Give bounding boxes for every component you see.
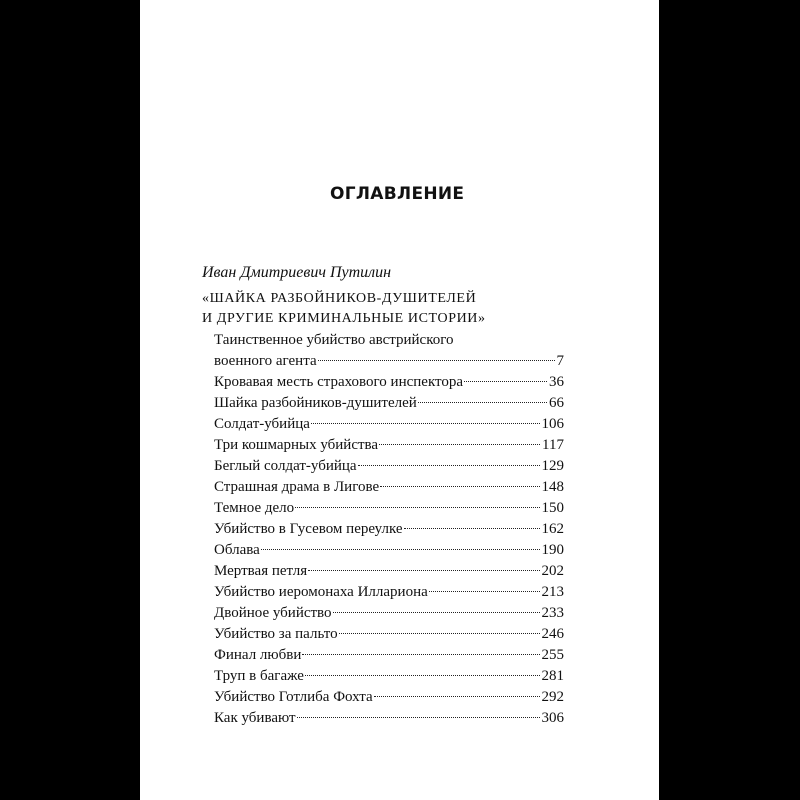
- toc-entry-title: Мертвая петля: [214, 563, 308, 579]
- toc-entry: [214, 645, 564, 666]
- toc-entry-title: военного агента: [214, 353, 317, 369]
- page-title: ОГЛАВЛЕНИЕ: [330, 184, 465, 204]
- toc-entry-title: Убийство иеромонаха Иллариона: [214, 584, 428, 600]
- toc-entry-title: Как убивают: [214, 710, 296, 726]
- toc-dot-leader: [318, 360, 555, 361]
- toc-entry: [214, 624, 564, 645]
- toc-entry-title: Темное дело: [214, 500, 295, 516]
- toc-dot-leader: [404, 528, 540, 529]
- toc-entry-title: Финал любви: [214, 647, 302, 663]
- toc-page-number: 7: [556, 353, 564, 369]
- toc-entry-title: Убийство за пальто: [214, 626, 338, 642]
- toc-page-number: 106: [541, 416, 564, 432]
- toc-entry: [214, 414, 564, 435]
- author-name: Иван Дмитриевич Путилин: [202, 264, 392, 281]
- toc-entry: [214, 540, 564, 561]
- toc-dot-leader: [339, 633, 540, 634]
- toc-dot-leader: [302, 654, 539, 655]
- toc-dot-leader: [374, 696, 540, 697]
- toc-dot-leader: [297, 717, 540, 718]
- toc-entry: [214, 393, 564, 414]
- toc-page-number: 292: [541, 689, 564, 705]
- toc-page-number: 190: [541, 542, 564, 558]
- toc-dot-leader: [429, 591, 540, 592]
- toc-dot-leader: [333, 612, 540, 613]
- toc-entry-title: Труп в багаже: [214, 668, 304, 684]
- toc-entry: [214, 519, 564, 540]
- toc-entry: [214, 351, 564, 372]
- toc-page-number: 129: [541, 458, 564, 474]
- toc-entry: [214, 435, 564, 456]
- right-black-border: [659, 0, 800, 800]
- toc-dot-leader: [295, 507, 539, 508]
- toc-entry: [214, 708, 564, 729]
- toc-dot-leader: [308, 570, 539, 571]
- toc-entry: [214, 687, 564, 708]
- toc-page-number: 202: [541, 563, 564, 579]
- toc-page-number: 255: [541, 647, 564, 663]
- toc-entry-first-line: Таинственное убийство австрийского: [214, 332, 454, 348]
- toc-entry: [214, 456, 564, 477]
- toc-dot-leader: [261, 549, 540, 550]
- toc-page-number: 148: [541, 479, 564, 495]
- toc-page-number: 246: [541, 626, 564, 642]
- toc-entry-title: Три кошмарных убийства: [214, 437, 379, 453]
- toc-dot-leader: [311, 423, 540, 424]
- toc-entry-title: Кровавая месть страхового инспектора: [214, 374, 464, 390]
- collection-title-line-2: И ДРУГИЕ КРИМИНАЛЬНЫЕ ИСТОРИИ»: [202, 311, 486, 326]
- toc-entry-title: Облава: [214, 542, 260, 558]
- toc-entries: [214, 351, 564, 729]
- toc-dot-leader: [464, 381, 547, 382]
- toc-entry-title: Двойное убийство: [214, 605, 332, 621]
- left-black-border: [0, 0, 140, 800]
- toc-entry-title: Страшная драма в Лигове: [214, 479, 380, 495]
- toc-page-number: 162: [541, 521, 564, 537]
- toc-page-number: 306: [541, 710, 564, 726]
- toc-entry: [214, 666, 564, 687]
- toc-page-number: 150: [541, 500, 564, 516]
- toc-entry-title: Солдат-убийца: [214, 416, 310, 432]
- toc-dot-leader: [418, 402, 547, 403]
- toc-dot-leader: [380, 486, 539, 487]
- collection-title-line-1: «ШАЙКА РАЗБОЙНИКОВ-ДУШИТЕЛЕЙ: [202, 291, 477, 306]
- toc-entry: [214, 372, 564, 393]
- toc-dot-leader: [379, 444, 540, 445]
- toc-page-number: 281: [541, 668, 564, 684]
- toc-entry: [214, 603, 564, 624]
- toc-dot-leader: [358, 465, 540, 466]
- toc-page-number: 66: [549, 395, 564, 411]
- toc-page-number: 233: [541, 605, 564, 621]
- toc-entry-title: Убийство Готлиба Фохта: [214, 689, 373, 705]
- toc-entry: [214, 498, 564, 519]
- toc-entry-title: Убийство в Гусевом переулке: [214, 521, 403, 537]
- toc-entry: [214, 582, 564, 603]
- toc-entry-title: Шайка разбойников-душителей: [214, 395, 417, 411]
- toc-page-number: 36: [549, 374, 564, 390]
- toc-entry: [214, 477, 564, 498]
- table-of-contents: [214, 330, 564, 729]
- toc-page-number: 213: [541, 584, 564, 600]
- toc-page-number: 117: [542, 437, 564, 453]
- toc-entry-title: Беглый солдат-убийца: [214, 458, 357, 474]
- toc-dot-leader: [305, 675, 540, 676]
- toc-entry: [214, 561, 564, 582]
